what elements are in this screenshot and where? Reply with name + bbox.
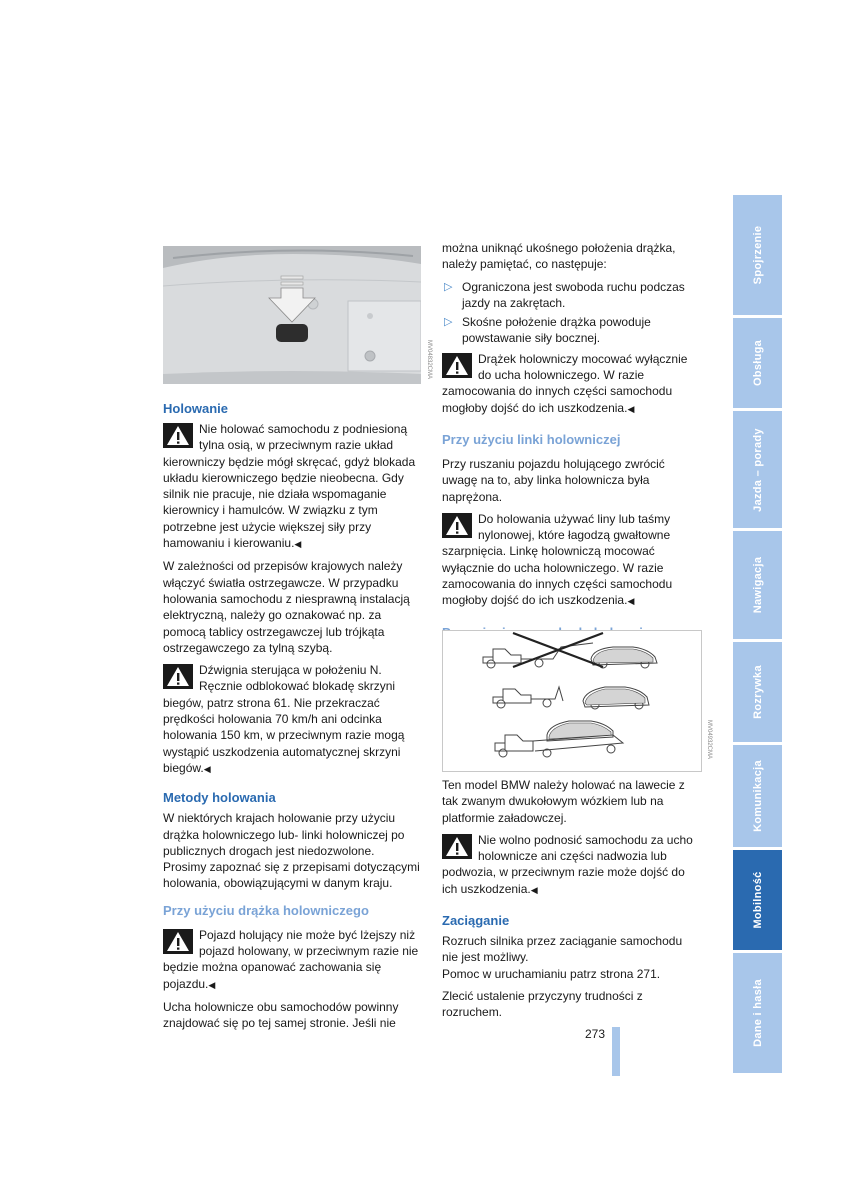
right-column [442, 240, 700, 649]
tab-mobilność[interactable] [733, 850, 782, 950]
tab-nawigacja[interactable] [733, 531, 782, 639]
warning-nylon-rope [442, 511, 700, 610]
tab-label: Komunikacja [751, 760, 764, 832]
warning-triangle-icon [442, 353, 472, 378]
warning-gear-lever [163, 662, 421, 777]
warning-triangle-icon [163, 664, 193, 689]
end-mark-icon: ◀ [627, 596, 635, 607]
list-item: ▷ Skośne położenie drążka powoduje powstawanie siły bocznej. [444, 315, 651, 346]
heading-zaciaganie: Zaciąganie [442, 913, 510, 929]
heading-holowanie: Holowanie [163, 401, 229, 416]
warning-towing-vehicle-weight [163, 927, 421, 993]
tab-label: Dane i hasła [751, 979, 764, 1047]
warning-triangle-icon [442, 513, 472, 538]
tab-label: Rozrywka [751, 665, 764, 719]
end-mark-icon: ◀ [208, 979, 216, 990]
paragraph-cause: Zlecić ustalenie przyczyny trudności z rozruchem. [442, 988, 643, 1020]
warning-steering-text: Nie holować samochodu z podniesioną tylna osią, w przeciwnym razie układ kierowniczy będzie mógł skręcać, gdyż blokada układu kierowniczego będzie nieobecna. Gdy silnik nie pracuje, nie działa wspomaganie kierownicy i hamulców. W związku z tym potrzebne jest użycie większej siły przy hamowaniu i kierowaniu. [163, 422, 416, 551]
warning-gear-lever-text: Dźwignia sterująca w położeniu N. Ręcznie odblokować blokadę skrzyni biegów, patrz strona 61. Nie przekraczać prędkości holowania 70 km/h ani odcinka holowania 150 km, w przeciwnym razie mogą wystąpić uszkodzenia automatycznej skrzyni biegów. [163, 663, 405, 775]
page-number: 273 [585, 1027, 606, 1041]
tab-label: Nawigacja [751, 556, 764, 614]
tow-truck-figure [442, 630, 702, 772]
paragraph-methods: W niektórych krajach holowanie przy użyciu drążka holowniczego lub- linki holowniczej po publicznych drogach jest niedozwolone. Prosimy zapoznać się z przepisami dotyczącymi holowania, obowiązującymi w danym kraju. [163, 811, 420, 891]
heading-metody: Metody holowania [163, 790, 276, 806]
paragraph-hazard-lights: W zależności od przepisów krajowych należy włączyć światła ostrzegawcze. W przypadku holowania samochodu z niesprawną instalacją elektryczną, należy go oznakować np. za pomocą tablicy ostrzegawczej lub trójkąta ostrzegawczego za tylną szybą. [163, 559, 410, 655]
left-column [163, 400, 421, 1038]
tab-rozrywka[interactable] [733, 642, 782, 742]
tab-obsługa[interactable] [733, 318, 782, 408]
page-number-bar [612, 1027, 620, 1076]
tab-dane-i-hasła[interactable] [733, 953, 782, 1073]
warning-steering [163, 421, 421, 552]
warning-nylon-rope-text: Do holowania używać liny lub taśmy nylonowej, które łagodzą gwałtowne szarpnięcia. Linkę holowniczą mocować wyłącznie do ucha holowniczego. W razie zamocowania do innych części samochodu mogłoby dojść do ich uszkodzenia. [442, 511, 673, 608]
figure-code: MV04932CMA [706, 720, 712, 760]
paragraph-tow-start: Rozruch silnika przez zaciąganie samochodu nie jest możliwy. [442, 934, 683, 965]
bullet-triangle-icon: ▷ [444, 280, 453, 293]
warning-lifting-text: Nie wolno podnosić samochodu za ucho holownicze ani części nadwozia lub podwozia, w przeciwnym razie może dojść do ich uszkodzenia. [442, 832, 693, 896]
photo-code: MV04832CMA [426, 340, 432, 380]
tow-eye-photo [163, 246, 421, 384]
paragraph-jump-start: Pomoc w uruchamianiu patrz strona 271. [442, 966, 661, 981]
tab-label: Jazda – porady [751, 427, 764, 512]
tab-label: Mobilność [751, 871, 764, 929]
paragraph-flatbed: Ten model BMW należy holować na lawecie z tak zwanym dwukołowym wózkiem lub na platformie załadowczej. [442, 778, 685, 825]
end-mark-icon: ◀ [530, 884, 538, 895]
warning-triangle-icon [163, 929, 193, 954]
warning-towing-vehicle-weight-text: Pojazd holujący nie może być lżejszy niż pojazd holowany, w przeciwnym razie nie będzie można opanować zachowania się pojazdu. [163, 927, 419, 991]
end-mark-icon: ◀ [294, 539, 302, 550]
bullet-list [442, 279, 700, 347]
right-column-lower [442, 777, 700, 1027]
tow-eye-photo-drawing [163, 246, 421, 384]
tow-truck-drawing [443, 631, 701, 771]
bullet-triangle-icon: ▷ [444, 316, 453, 329]
tab-komunikacja[interactable] [733, 745, 782, 847]
end-mark-icon: ◀ [627, 403, 635, 414]
heading-linka: Przy użyciu linki holowniczej [442, 431, 621, 447]
warning-tow-bar-text: Drążek holowniczy mocować wyłącznie do ucha holowniczego. W razie zamocowania do innych części samochodu mogłoby dojść do ich uszkodzenia. [442, 351, 688, 415]
warning-lifting [442, 832, 700, 898]
paragraph-continuation: można uniknąć ukośnego położenia drążka, należy pamiętać, co następuje: [442, 241, 676, 272]
end-mark-icon: ◀ [203, 763, 211, 774]
heading-drazek: Przy użyciu drążka holowniczego [163, 902, 369, 918]
paragraph-rope-tension: Przy ruszaniu pojazdu holującego zwrócić uwagę na to, aby linka holownicza była naprężona. [442, 456, 665, 504]
list-item: ▷ Ograniczona jest swoboda ruchu podczas jazdy na zakrętach. [444, 279, 685, 310]
warning-triangle-icon [442, 834, 472, 859]
warning-triangle-icon [163, 423, 193, 448]
tab-spojrzenie[interactable] [733, 195, 782, 315]
tab-label: Spojrzenie [751, 225, 764, 285]
tab-jazda-porady[interactable] [733, 411, 782, 528]
paragraph-tow-eyes: Ucha holownicze obu samochodów powinny znajdować się po tej samej stronie. Jeśli nie [163, 999, 399, 1031]
tab-label: Obsługa [751, 339, 764, 387]
warning-tow-bar [442, 351, 700, 417]
